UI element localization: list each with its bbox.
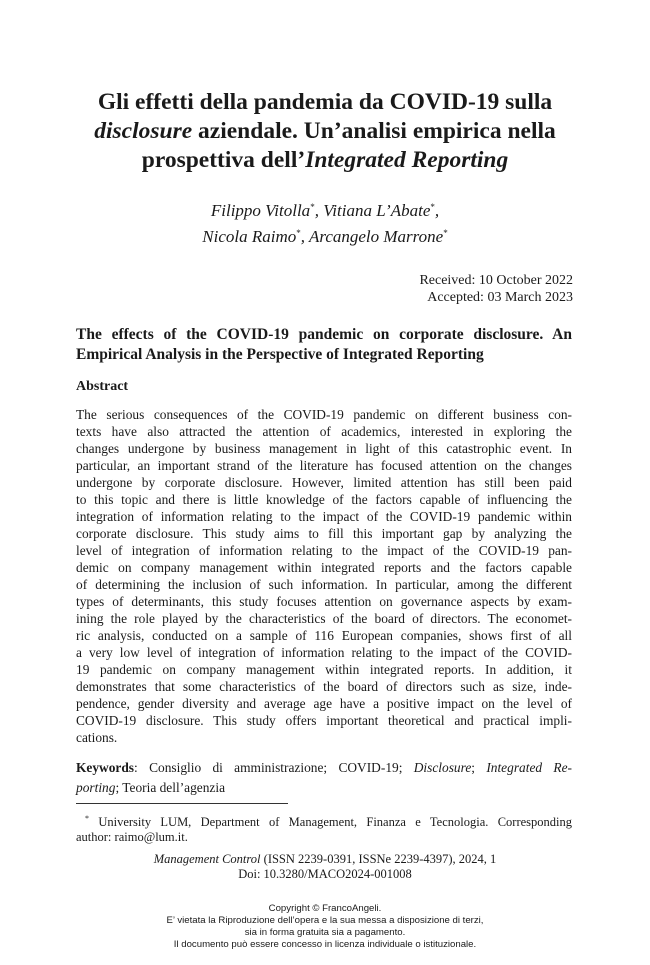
authors-line-1 xyxy=(40,196,610,222)
copyright-line: sia in forma gratuita sia a pagamento. xyxy=(244,927,406,938)
title-italic-disclosure: disclosure xyxy=(94,118,193,144)
accepted-date: Accepted: 03 March 2023 xyxy=(427,290,573,305)
keywords-text: ; Teoria dell’agenzia xyxy=(115,780,226,795)
english-title xyxy=(76,325,572,365)
keywords-label: Keywords xyxy=(76,760,135,775)
journal-name: Management Control xyxy=(153,852,261,866)
abstract-line: changes undergone by business management in light of this catastrophic event. In xyxy=(76,441,572,456)
footnote-divider xyxy=(76,803,288,804)
copyright-notice xyxy=(40,903,610,951)
author-separator: , xyxy=(314,201,324,220)
received-date: Received: 10 October 2022 xyxy=(419,273,573,288)
abstract-line: The serious consequences of the COVID-19 pandemic on different business con- xyxy=(76,407,572,422)
title-line-1: Gli effetti della pandemia da COVID-19 sulla xyxy=(97,89,553,115)
abstract-line: cations. xyxy=(76,730,118,745)
affiliation-footnote xyxy=(76,811,572,845)
journal-doi: Doi: 10.3280/MACO2024-001008 xyxy=(238,867,412,881)
title-italic-integrated-reporting: Integrated Reporting xyxy=(305,147,509,173)
keywords-colon: : xyxy=(134,760,150,775)
journal-issn: (ISSN 2239-0391, ISSNe 2239-4397), 2024, 1 xyxy=(260,852,497,866)
keywords-block xyxy=(76,758,572,798)
author-name: Vitiana L’Abate xyxy=(323,201,431,220)
author-separator: , xyxy=(434,201,440,220)
author-affiliation-mark: * xyxy=(443,228,448,238)
english-title-line-1: The effects of the COVID-19 pandemic on corporate disclosure. An xyxy=(76,326,572,343)
author-affiliation-mark: * xyxy=(296,228,301,238)
keyword-italic: Disclosure xyxy=(413,760,472,775)
title-line-3-plain: prospettiva dell’ xyxy=(141,147,306,173)
author-affiliation-mark: * xyxy=(430,202,435,212)
copyright-line: E’ vietata la Riproduzione dell’opera e la sua messa a disposizione di terzi, xyxy=(166,915,484,926)
abstract-line: pendence, gender diversity and average age have a positive impact on the level of xyxy=(76,696,572,711)
keywords-text: Consiglio di amministrazione; COVID-19; xyxy=(149,760,414,775)
abstract-line: undergone by corporate disclosure. However, limited attention has still been paid xyxy=(76,475,572,490)
author-separator: , xyxy=(300,227,309,246)
abstract-line: demonstrates that some characteristics of the board of directors such as size, inde- xyxy=(76,679,572,694)
footnote-mark: * xyxy=(85,814,89,823)
footnote-line-2: author: raimo@lum.it. xyxy=(76,830,188,844)
abstract-line: level of integration of information relating to the impact of the COVID-19 pan- xyxy=(76,543,572,558)
abstract-line: particular, an important strand of the literature has focused attention on the changes xyxy=(76,458,572,473)
abstract-body xyxy=(76,406,572,746)
abstract-line: a very low level of integration of information relating to the impact of the COVID- xyxy=(76,645,572,660)
abstract-line: ric analysis, conducted on a sample of 116 European companies, shows first of all xyxy=(76,628,572,643)
abstract-line: texts have also attracted the attention of academics, interested in exploring the xyxy=(76,424,572,439)
journal-line xyxy=(40,852,610,867)
author-name: Arcangelo Marrone xyxy=(308,227,444,246)
title-line-3 xyxy=(40,146,610,175)
copyright-line: Il documento può essere concesso in licenza individuale o istituzionale. xyxy=(173,939,477,950)
abstract-heading: Abstract xyxy=(76,379,129,394)
keyword-italic: porting xyxy=(76,780,116,795)
abstract-line: types of determinants, this study focuses attention on governance aspects by exam- xyxy=(76,594,572,609)
abstract-line: integration of information relating to the impact of the COVID-19 pandemic within xyxy=(76,509,572,524)
abstract-line: of determining the inclusion of such information. In particular, among the different xyxy=(76,577,572,592)
author-affiliation-mark: * xyxy=(310,202,315,212)
abstract-line: ining the role played by the characteristics of the board of directors. The economet- xyxy=(76,611,572,626)
author-name: Filippo Vitolla xyxy=(210,201,311,220)
authors-line-2 xyxy=(40,222,610,248)
keyword-italic: Integrated Re- xyxy=(486,760,572,775)
author-list xyxy=(40,196,610,248)
abstract-line: demic on company management within integrated reports and the factors capable xyxy=(76,560,572,575)
journal-info xyxy=(40,852,610,882)
keywords-separator: ; xyxy=(471,760,487,775)
english-title-line-2: Empirical Analysis in the Perspective of Integrated Reporting xyxy=(76,346,484,363)
article-title xyxy=(40,88,610,175)
footnote-line-1 xyxy=(76,811,572,830)
author-name: Nicola Raimo xyxy=(202,227,297,246)
abstract-line: 19 pandemic on company management within integrated reports. In addition, it xyxy=(76,662,572,677)
abstract-line: corporate disclosure. This study aims to fill this important gap by analyzing the xyxy=(76,526,572,541)
abstract-line: to this topic and there is little knowledge of the factors capable of influencing the xyxy=(76,492,572,507)
keywords-line-1 xyxy=(76,758,572,778)
title-line-2-rest: aziendale. Un’analisi empirica nella xyxy=(192,118,556,144)
abstract-line: COVID-19 disclosure. This study offers important theoretical and practical impli- xyxy=(76,713,572,728)
keywords-line-2 xyxy=(76,778,572,798)
footnote-text: University LUM, Department of Management, Finanza e Tecnologia. Corresponding xyxy=(89,815,572,829)
submission-dates xyxy=(419,272,573,306)
title-line-2 xyxy=(40,117,610,146)
copyright-line: Copyright © FrancoAngeli. xyxy=(268,903,382,914)
